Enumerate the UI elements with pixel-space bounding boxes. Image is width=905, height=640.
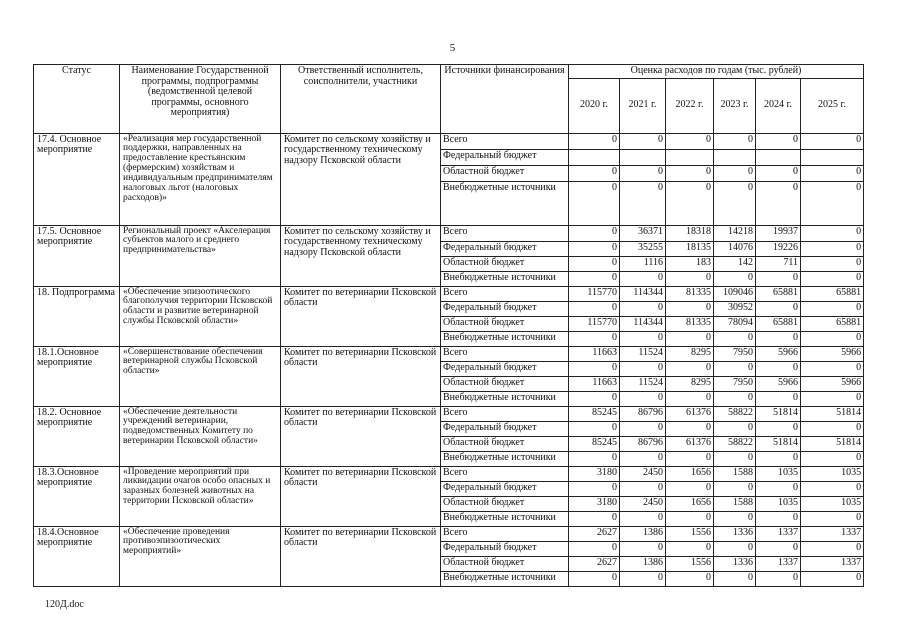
section-executor: Комитет по сельскому хозяйству и государственному техническому надзору Псковской области xyxy=(281,225,441,286)
header-executor: Ответственный исполнитель, соисполнители, участники xyxy=(281,65,441,134)
amount-cell: 0 xyxy=(666,511,714,526)
amount-cell: 5966 xyxy=(801,346,864,361)
amount-cell: 0 xyxy=(666,421,714,436)
section-status: 18.4.Основное мероприятие xyxy=(34,526,120,586)
amount-cell: 0 xyxy=(569,541,620,556)
page-number: 5 xyxy=(449,42,456,54)
table-header xyxy=(34,65,864,134)
header-sources: Источники финансирования xyxy=(441,65,569,134)
amount-cell: 61376 xyxy=(666,436,714,451)
section-name: «Обеспечение проведения противоэпизоотических мероприятий» xyxy=(120,526,281,586)
section-status: 18.2. Основное мероприятие xyxy=(34,406,120,466)
amount-cell: 0 xyxy=(714,133,756,149)
funding-source: Внебюджетные источники xyxy=(441,391,569,406)
amount-cell: 711 xyxy=(756,256,801,271)
funding-source: Областной бюджет xyxy=(441,256,569,271)
amount-cell: 11524 xyxy=(620,346,666,361)
section-status: 17.4. Основное мероприятие xyxy=(34,133,120,225)
amount-cell xyxy=(620,149,666,165)
amount-cell: 0 xyxy=(714,271,756,286)
year-header: 2024 г. xyxy=(756,78,801,133)
amount-cell: 8295 xyxy=(666,346,714,361)
amount-cell: 114344 xyxy=(620,286,666,301)
funding-source: Внебюджетные источники xyxy=(441,271,569,286)
amount-cell: 7950 xyxy=(714,346,756,361)
funding-source: Федеральный бюджет xyxy=(441,481,569,496)
amount-cell: 65881 xyxy=(756,316,801,331)
amount-cell: 0 xyxy=(620,571,666,586)
table-row xyxy=(34,133,864,149)
amount-cell: 14218 xyxy=(714,225,756,241)
amount-cell: 1337 xyxy=(801,556,864,571)
amount-cell: 0 xyxy=(569,165,620,181)
amount-cell: 1336 xyxy=(714,526,756,541)
amount-cell: 11663 xyxy=(569,376,620,391)
amount-cell: 183 xyxy=(666,256,714,271)
amount-cell: 0 xyxy=(801,421,864,436)
amount-cell: 61376 xyxy=(666,406,714,421)
table-row xyxy=(34,526,864,541)
amount-cell: 3180 xyxy=(569,466,620,481)
amount-cell: 142 xyxy=(714,256,756,271)
amount-cell: 0 xyxy=(620,541,666,556)
amount-cell: 0 xyxy=(801,571,864,586)
amount-cell: 0 xyxy=(756,133,801,149)
section-name: Региональный проект «Акселерация субъектов малого и среднего предпринимательства» xyxy=(120,225,281,286)
amount-cell: 86796 xyxy=(620,436,666,451)
amount-cell: 1035 xyxy=(756,496,801,511)
amount-cell: 0 xyxy=(801,481,864,496)
amount-cell: 0 xyxy=(756,391,801,406)
amount-cell: 0 xyxy=(569,361,620,376)
amount-cell: 0 xyxy=(569,133,620,149)
amount-cell: 0 xyxy=(756,361,801,376)
amount-cell: 0 xyxy=(756,271,801,286)
funding-source: Федеральный бюджет xyxy=(441,361,569,376)
amount-cell: 0 xyxy=(569,301,620,316)
amount-cell: 0 xyxy=(620,181,666,225)
funding-source: Федеральный бюджет xyxy=(441,241,569,256)
funding-source: Внебюджетные источники xyxy=(441,511,569,526)
amount-cell: 0 xyxy=(569,256,620,271)
amount-cell: 0 xyxy=(801,133,864,149)
amount-cell: 1035 xyxy=(756,466,801,481)
amount-cell: 0 xyxy=(714,391,756,406)
amount-cell: 0 xyxy=(620,481,666,496)
year-header: 2021 г. xyxy=(620,78,666,133)
amount-cell: 0 xyxy=(620,271,666,286)
amount-cell: 0 xyxy=(801,271,864,286)
funding-source: Всего xyxy=(441,225,569,241)
funding-source: Всего xyxy=(441,346,569,361)
amount-cell: 19226 xyxy=(756,241,801,256)
amount-cell: 1337 xyxy=(801,526,864,541)
amount-cell: 0 xyxy=(714,571,756,586)
funding-source: Всего xyxy=(441,133,569,149)
amount-cell xyxy=(666,149,714,165)
amount-cell: 0 xyxy=(801,301,864,316)
amount-cell: 0 xyxy=(569,225,620,241)
amount-cell: 0 xyxy=(666,571,714,586)
amount-cell: 1588 xyxy=(714,466,756,481)
amount-cell: 0 xyxy=(801,511,864,526)
amount-cell: 85245 xyxy=(569,436,620,451)
amount-cell: 7950 xyxy=(714,376,756,391)
amount-cell: 0 xyxy=(756,421,801,436)
amount-cell: 115770 xyxy=(569,316,620,331)
amount-cell: 1035 xyxy=(801,496,864,511)
amount-cell: 0 xyxy=(801,241,864,256)
amount-cell: 0 xyxy=(756,481,801,496)
year-header: 2022 г. xyxy=(666,78,714,133)
amount-cell: 85245 xyxy=(569,406,620,421)
funding-source: Внебюджетные источники xyxy=(441,451,569,466)
amount-cell: 109046 xyxy=(714,286,756,301)
amount-cell: 0 xyxy=(666,481,714,496)
amount-cell: 0 xyxy=(620,331,666,346)
amount-cell: 1656 xyxy=(666,496,714,511)
amount-cell: 0 xyxy=(569,331,620,346)
amount-cell: 19937 xyxy=(756,225,801,241)
amount-cell: 0 xyxy=(714,451,756,466)
funding-source: Внебюджетные источники xyxy=(441,181,569,225)
amount-cell: 1337 xyxy=(756,556,801,571)
amount-cell: 14076 xyxy=(714,241,756,256)
amount-cell: 0 xyxy=(666,391,714,406)
amount-cell: 0 xyxy=(801,225,864,241)
amount-cell: 2450 xyxy=(620,466,666,481)
funding-source: Федеральный бюджет xyxy=(441,149,569,165)
section-name: «Реализация мер государственной поддержки, направленных на предоставление крестьянским (фермерским) хозяйствам и индивидуальным предпринимателям налоговых льгот (налоговых расходов)» xyxy=(120,133,281,225)
amount-cell: 0 xyxy=(801,165,864,181)
amount-cell: 30952 xyxy=(714,301,756,316)
amount-cell: 0 xyxy=(620,391,666,406)
amount-cell: 0 xyxy=(666,331,714,346)
section-status: 18. Подпрограмма xyxy=(34,286,120,346)
amount-cell: 0 xyxy=(666,181,714,225)
amount-cell: 0 xyxy=(569,481,620,496)
funding-source: Внебюджетные источники xyxy=(441,571,569,586)
amount-cell: 114344 xyxy=(620,316,666,331)
funding-source: Областной бюджет xyxy=(441,316,569,331)
amount-cell: 0 xyxy=(714,331,756,346)
amount-cell: 0 xyxy=(620,165,666,181)
amount-cell: 0 xyxy=(666,133,714,149)
section-status: 17.5. Основное мероприятие xyxy=(34,225,120,286)
amount-cell: 0 xyxy=(569,571,620,586)
amount-cell: 0 xyxy=(569,271,620,286)
amount-cell: 0 xyxy=(666,165,714,181)
amount-cell: 0 xyxy=(801,256,864,271)
amount-cell: 1386 xyxy=(620,556,666,571)
amount-cell: 81335 xyxy=(666,316,714,331)
amount-cell: 0 xyxy=(756,511,801,526)
amount-cell: 78094 xyxy=(714,316,756,331)
amount-cell: 0 xyxy=(620,361,666,376)
amount-cell: 0 xyxy=(756,451,801,466)
amount-cell: 0 xyxy=(666,271,714,286)
amount-cell: 65881 xyxy=(756,286,801,301)
amount-cell: 0 xyxy=(666,301,714,316)
header-estimate: Оценка расходов по годам (тыс. рублей) xyxy=(569,65,864,79)
amount-cell: 51814 xyxy=(756,436,801,451)
section-executor: Комитет по сельскому хозяйству и государственному техническому надзору Псковской области xyxy=(281,133,441,225)
amount-cell: 35255 xyxy=(620,241,666,256)
amount-cell: 36371 xyxy=(620,225,666,241)
amount-cell: 81335 xyxy=(666,286,714,301)
amount-cell: 1336 xyxy=(714,556,756,571)
amount-cell: 0 xyxy=(714,361,756,376)
amount-cell: 0 xyxy=(756,181,801,225)
amount-cell: 0 xyxy=(620,133,666,149)
amount-cell: 0 xyxy=(714,181,756,225)
section-executor: Комитет по ветеринарии Псковской области xyxy=(281,526,441,586)
amount-cell: 2450 xyxy=(620,496,666,511)
section-name: «Проведение мероприятий при ликвидации очагов особо опасных и заразных болезней животных на территории Псковской области» xyxy=(120,466,281,526)
amount-cell: 0 xyxy=(620,421,666,436)
year-header: 2020 г. xyxy=(569,78,620,133)
table-row xyxy=(34,225,864,241)
amount-cell: 1116 xyxy=(620,256,666,271)
amount-cell: 86796 xyxy=(620,406,666,421)
amount-cell: 0 xyxy=(756,331,801,346)
amount-cell: 0 xyxy=(666,451,714,466)
amount-cell: 0 xyxy=(714,165,756,181)
amount-cell xyxy=(569,149,620,165)
funding-source: Федеральный бюджет xyxy=(441,421,569,436)
amount-cell: 0 xyxy=(569,511,620,526)
amount-cell: 0 xyxy=(801,451,864,466)
funding-source: Федеральный бюджет xyxy=(441,541,569,556)
funding-source: Областной бюджет xyxy=(441,436,569,451)
amount-cell: 1556 xyxy=(666,556,714,571)
amount-cell: 11663 xyxy=(569,346,620,361)
amount-cell: 0 xyxy=(569,181,620,225)
funding-source: Всего xyxy=(441,526,569,541)
amount-cell: 51814 xyxy=(756,406,801,421)
amount-cell: 0 xyxy=(569,391,620,406)
amount-cell: 1656 xyxy=(666,466,714,481)
funding-source: Областной бюджет xyxy=(441,496,569,511)
table-row xyxy=(34,466,864,481)
year-header: 2023 г. xyxy=(714,78,756,133)
amount-cell: 0 xyxy=(714,541,756,556)
amount-cell: 0 xyxy=(801,361,864,376)
amount-cell: 2627 xyxy=(569,526,620,541)
section-executor: Комитет по ветеринарии Псковской области xyxy=(281,466,441,526)
section-executor: Комитет по ветеринарии Псковской области xyxy=(281,346,441,406)
amount-cell: 0 xyxy=(569,421,620,436)
amount-cell: 0 xyxy=(756,301,801,316)
amount-cell: 0 xyxy=(801,391,864,406)
amount-cell: 3180 xyxy=(569,496,620,511)
amount-cell: 58822 xyxy=(714,406,756,421)
funding-source: Всего xyxy=(441,466,569,481)
year-header: 2025 г. xyxy=(801,78,864,133)
funding-source: Федеральный бюджет xyxy=(441,301,569,316)
amount-cell: 0 xyxy=(756,541,801,556)
amount-cell: 0 xyxy=(756,165,801,181)
amount-cell xyxy=(714,149,756,165)
amount-cell: 1556 xyxy=(666,526,714,541)
funding-source: Всего xyxy=(441,286,569,301)
funding-source: Областной бюджет xyxy=(441,165,569,181)
amount-cell: 5966 xyxy=(756,376,801,391)
footer-filename: 120Д.doc xyxy=(45,599,84,610)
amount-cell: 0 xyxy=(801,331,864,346)
amount-cell: 1588 xyxy=(714,496,756,511)
amount-cell: 0 xyxy=(756,571,801,586)
amount-cell: 0 xyxy=(569,451,620,466)
section-status: 18.1.Основное мероприятие xyxy=(34,346,120,406)
amount-cell: 0 xyxy=(714,511,756,526)
amount-cell: 1386 xyxy=(620,526,666,541)
table-body xyxy=(34,133,864,586)
header-status: Статус xyxy=(34,65,120,134)
amount-cell: 65881 xyxy=(801,286,864,301)
table-row xyxy=(34,346,864,361)
amount-cell xyxy=(756,149,801,165)
section-executor: Комитет по ветеринарии Псковской области xyxy=(281,406,441,466)
funding-source: Областной бюджет xyxy=(441,556,569,571)
amount-cell: 0 xyxy=(801,541,864,556)
amount-cell: 115770 xyxy=(569,286,620,301)
section-status: 18.3.Основное мероприятие xyxy=(34,466,120,526)
amount-cell: 2627 xyxy=(569,556,620,571)
amount-cell: 0 xyxy=(620,301,666,316)
amount-cell: 51814 xyxy=(801,406,864,421)
amount-cell: 0 xyxy=(714,421,756,436)
amount-cell: 58822 xyxy=(714,436,756,451)
amount-cell: 0 xyxy=(714,481,756,496)
section-executor: Комитет по ветеринарии Псковской области xyxy=(281,286,441,346)
amount-cell: 0 xyxy=(620,511,666,526)
table-row xyxy=(34,286,864,301)
amount-cell: 1035 xyxy=(801,466,864,481)
amount-cell: 8295 xyxy=(666,376,714,391)
amount-cell: 65881 xyxy=(801,316,864,331)
amount-cell: 0 xyxy=(666,541,714,556)
amount-cell: 0 xyxy=(569,241,620,256)
amount-cell xyxy=(801,149,864,165)
amount-cell: 5966 xyxy=(801,376,864,391)
header-name: Наименование Государственной программы, подпрограммы (ведомственной целевой программы, основного мероприятия) xyxy=(120,65,281,134)
amount-cell: 1337 xyxy=(756,526,801,541)
section-name: «Обеспечение эпизоотического благополучия территории Псковской области и развитие ветеринарной службы Псковской области» xyxy=(120,286,281,346)
amount-cell: 11524 xyxy=(620,376,666,391)
amount-cell: 0 xyxy=(620,451,666,466)
amount-cell: 0 xyxy=(666,361,714,376)
section-name: «Совершенствование обеспечения ветеринарной службы Псковской области» xyxy=(120,346,281,406)
funding-source: Всего xyxy=(441,406,569,421)
section-name: «Обеспечение деятельности учреждений ветеринарии, подведомственных Комитету по ветеринарии Псковской области» xyxy=(120,406,281,466)
amount-cell: 0 xyxy=(801,181,864,225)
amount-cell: 18135 xyxy=(666,241,714,256)
funding-source: Областной бюджет xyxy=(441,376,569,391)
table-row xyxy=(34,406,864,421)
budget-table xyxy=(33,64,864,587)
funding-source: Внебюджетные источники xyxy=(441,331,569,346)
amount-cell: 18318 xyxy=(666,225,714,241)
amount-cell: 51814 xyxy=(801,436,864,451)
amount-cell: 5966 xyxy=(756,346,801,361)
